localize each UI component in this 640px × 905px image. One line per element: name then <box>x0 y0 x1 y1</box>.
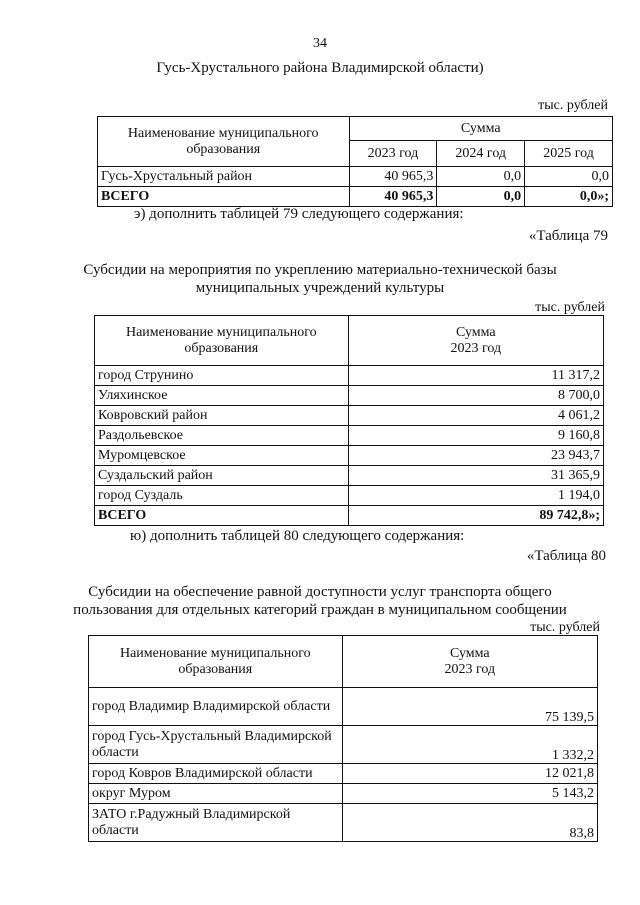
table-row <box>89 804 598 842</box>
row-value: 11 317,2 <box>348 366 603 386</box>
table-78 <box>97 116 613 207</box>
table-79-title: Субсидии на мероприятия по укреплению материально-технической базы <box>83 262 557 278</box>
row-value: 8 700,0 <box>348 386 603 406</box>
row-name: Суздальский район <box>95 466 349 486</box>
row-name: город Владимир Владимирской области <box>89 688 343 726</box>
table-79 <box>94 315 604 526</box>
total-value: 89 742,8»; <box>348 506 603 526</box>
col-sum-label: Сумма <box>455 325 496 341</box>
row-value: 9 160,8 <box>348 426 603 446</box>
table-row <box>95 366 604 386</box>
col-header-sum: Сумма <box>349 117 613 141</box>
table-80 <box>88 635 598 842</box>
total-row <box>98 187 613 207</box>
col-header-name: Наименование муниципального образования <box>98 117 350 167</box>
table-79-title: муниципальных учреждений культуры <box>195 280 445 296</box>
col-header-sum <box>342 636 597 688</box>
row-name: Гусь-Хрустальный район <box>98 167 350 187</box>
col-header-name: Наименование муниципального образования <box>89 636 343 688</box>
row-value: 0,0 <box>525 167 613 187</box>
table-row <box>95 486 604 506</box>
table-row <box>89 726 598 764</box>
table-row <box>95 386 604 406</box>
row-value: 75 139,5 <box>342 688 597 726</box>
table-row <box>95 466 604 486</box>
row-name: город Ковров Владимирской области <box>89 764 343 784</box>
table-row <box>95 446 604 466</box>
col-header-year: 2023 год <box>349 141 437 167</box>
table-80-label: «Таблица 80 <box>526 548 606 564</box>
table-80-title: пользования для отдельных категорий граждан в муниципальном сообщении <box>73 602 567 618</box>
table-row <box>89 764 598 784</box>
row-value: 1 194,0 <box>348 486 603 506</box>
total-value: 0,0»; <box>525 187 613 207</box>
row-name: Раздольевское <box>95 426 349 446</box>
row-name: город Суздаль <box>95 486 349 506</box>
row-name: город Струнино <box>95 366 349 386</box>
instruction-e: э) дополнить таблицей 79 следующего содержания: <box>134 206 464 222</box>
row-name: Муромцевское <box>95 446 349 466</box>
col-header-sum <box>348 316 603 366</box>
total-value: 0,0 <box>437 187 525 207</box>
unit-label: тыс. рублей <box>538 98 608 113</box>
row-value: 1 332,2 <box>342 726 597 764</box>
continued-heading: Гусь-Хрустального района Владимирской области) <box>156 60 484 76</box>
col-header-year: 2025 год <box>525 141 613 167</box>
table-row <box>95 426 604 446</box>
row-value: 12 021,8 <box>342 764 597 784</box>
col-year-label: 2023 год <box>450 340 502 356</box>
row-value: 4 061,2 <box>348 406 603 426</box>
total-row <box>95 506 604 526</box>
table-row <box>98 167 613 187</box>
row-name: город Гусь-Хрустальный Владимирской области <box>89 726 343 764</box>
table-row <box>89 784 598 804</box>
table-row <box>95 406 604 426</box>
row-value: 83,8 <box>342 804 597 842</box>
col-header-name: Наименование муниципального образования <box>95 316 349 366</box>
row-name: ЗАТО г.Радужный Владимирской области <box>89 804 343 842</box>
table-79-label: «Таблица 79 <box>528 228 608 244</box>
row-name: округ Муром <box>89 784 343 804</box>
row-name: Ковровский район <box>95 406 349 426</box>
row-value: 0,0 <box>437 167 525 187</box>
table-80-title: Субсидии на обеспечение равной доступности услуг транспорта общего <box>88 584 552 600</box>
total-label: ВСЕГО <box>95 506 349 526</box>
row-value: 31 365,9 <box>348 466 603 486</box>
col-sum-label: Сумма <box>449 646 490 662</box>
unit-label: тыс. рублей <box>530 620 600 635</box>
unit-label: тыс. рублей <box>535 300 605 315</box>
col-year-label: 2023 год <box>444 661 496 677</box>
row-value: 40 965,3 <box>349 167 437 187</box>
total-label: ВСЕГО <box>98 187 350 207</box>
instruction-yu: ю) дополнить таблицей 80 следующего содержания: <box>130 528 465 544</box>
col-header-year: 2024 год <box>437 141 525 167</box>
page-number: 34 <box>313 36 327 51</box>
row-value: 23 943,7 <box>348 446 603 466</box>
row-value: 5 143,2 <box>342 784 597 804</box>
table-row <box>89 688 598 726</box>
row-name: Уляхинское <box>95 386 349 406</box>
total-value: 40 965,3 <box>349 187 437 207</box>
